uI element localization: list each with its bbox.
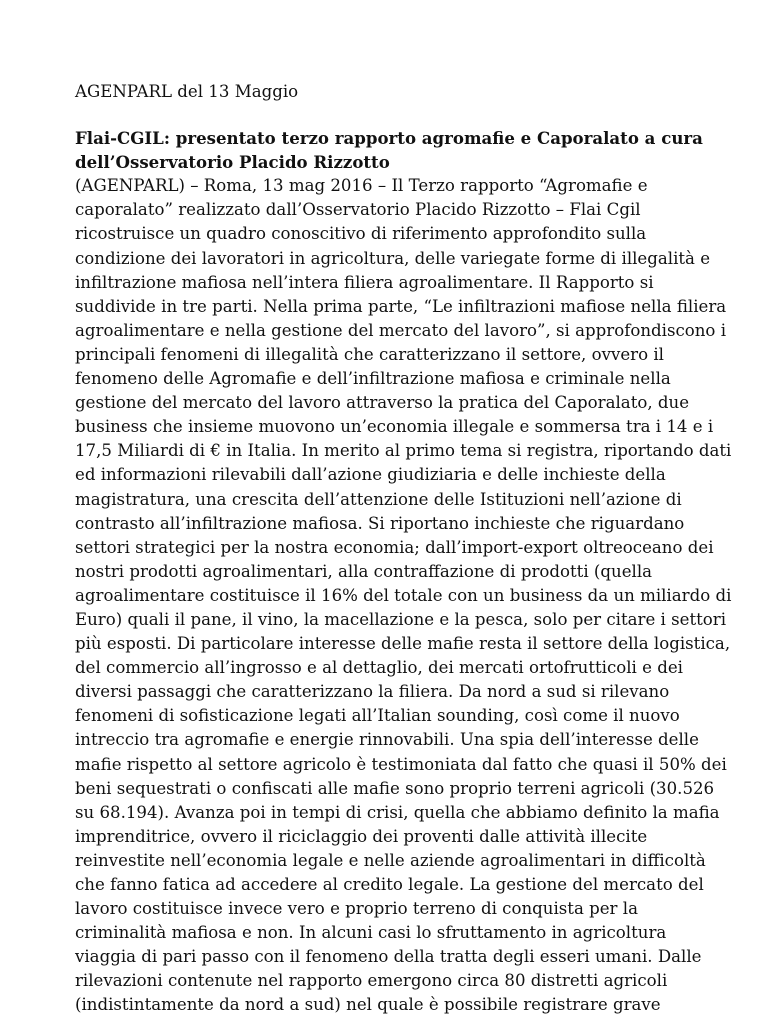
body-line: contrasto all’infiltrazione mafiosa. Si riportano inchieste che riguardano (75, 513, 685, 533)
body-line: criminalità mafiosa e non. In alcuni casi lo sfruttamento in agricoltura (75, 923, 667, 943)
body-line: Euro) quali il pane, il vino, la macellazione e la pesca, solo per citare i settori (75, 609, 727, 629)
body-line: magistratura, una crescita dell’attenzione delle Istituzioni nell’azione di (75, 489, 682, 509)
article-body (75, 174, 732, 1017)
body-line: ricostruisce un quadro conoscitivo di riferimento approfondito sulla (75, 224, 647, 244)
body-line: che fanno fatica ad accedere al credito legale. La gestione del mercato del (75, 875, 704, 894)
body-line: viaggia di pari passo con il fenomeno della tratta degli esseri umani. Dalle (75, 947, 702, 967)
body-line: (AGENPARL) – Roma, 13 mag 2016 – Il Terzo rapporto “Agromafie e (75, 176, 648, 196)
body-line: diversi passaggi che caratterizzano la filiera. Da nord a sud si rilevano (75, 682, 670, 702)
body-line: fenomeni di sofisticazione legati all’Italian sounding, così come il nuovo (75, 706, 680, 726)
body-line: suddivide in tre parti. Nella prima parte, “Le infiltrazioni mafiose nella filiera (75, 296, 727, 316)
body-line: business che insieme muovono un’economia illegale e sommersa tra i 14 e i (75, 417, 714, 437)
body-line: del commercio all’ingrosso e al dettaglio, dei mercati ortofrutticoli e dei (75, 658, 683, 678)
body-line: reinvestite nell’economia legale e nelle aziende agroalimentari in difficoltà (75, 850, 706, 870)
body-line: caporalato” realizzato dall’Osservatorio Placido Rizzotto – Flai Cgil (75, 200, 641, 220)
title-line: dell’Osservatorio Placido Rizzotto (75, 152, 390, 173)
body-line: 17,5 Miliardi di € in Italia. In merito al primo tema si registra, riportando dati (75, 441, 732, 461)
body-line: principali fenomeni di illegalità che caratterizzano il settore, ovvero il (75, 344, 664, 364)
body-line: su 68.194). Avanza poi in tempi di crisi, quella che abbiamo definito la mafia (75, 802, 720, 822)
title-line: Flai-CGIL: presentato terzo rapporto agromafie e Caporalato a cura (75, 128, 703, 149)
body-line: nostri prodotti agroalimentari, alla contraffazione di prodotti (quella (75, 561, 653, 581)
source-line: AGENPARL del 13 Maggio (75, 82, 299, 101)
body-line: agroalimentare costituisce il 16% del totale con un business da un miliardo di (75, 585, 732, 605)
body-line: beni sequestrati o confiscati alle mafie sono proprio terreni agricoli (30.526 (75, 778, 715, 798)
body-line: imprenditrice, ovvero il riciclaggio dei proventi dalle attività illecite (75, 826, 648, 846)
body-line: rilevazioni contenute nel rapporto emergono circa 80 distretti agricoli (75, 971, 668, 991)
document-page (75, 80, 732, 1018)
body-line: condizione dei lavoratori in agricoltura, delle variegate forme di illegalità e (75, 248, 711, 268)
body-line: gestione del mercato del lavoro attraverso la pratica del Caporalato, due (75, 393, 690, 413)
body-line: agroalimentare e nella gestione del mercato del lavoro”, si approfondiscono i (75, 320, 727, 340)
body-line: fenomeno delle Agromafie e dell’infiltrazione mafiosa e criminale nella (75, 369, 671, 389)
body-line: settori strategici per la nostra economia; dall’import-export oltreoceano dei (75, 537, 714, 557)
body-line: più esposti. Di particolare interesse delle mafie resta il settore della logistica, (75, 634, 731, 654)
article-title (75, 126, 715, 174)
body-line: lavoro costituisce invece vero e proprio terreno di conquista per la (75, 899, 638, 919)
body-line: ed informazioni rilevabili dall’azione giudiziaria e delle inchieste della (75, 465, 666, 485)
body-line: (indistintamente da nord a sud) nel quale è possibile registrare grave (75, 995, 661, 1015)
body-line: mafie rispetto al settore agricolo è testimoniata dal fatto che quasi il 50% dei (75, 754, 727, 774)
body-line: intreccio tra agromafie e energie rinnovabili. Una spia dell’interesse delle (75, 730, 699, 750)
body-line: infiltrazione mafiosa nell’intera filiera agroalimentare. Il Rapporto si (75, 272, 654, 292)
